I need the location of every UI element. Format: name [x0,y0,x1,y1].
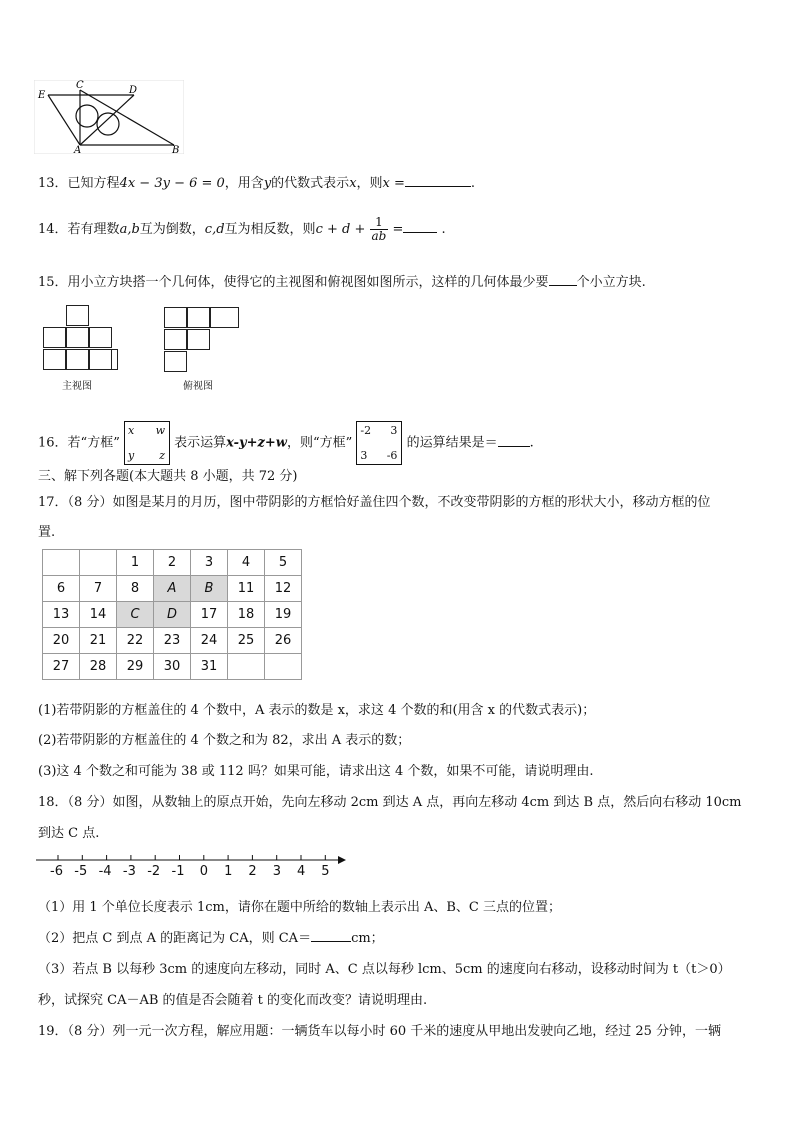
table-row: 1 2 3 4 5 [43,550,302,576]
section-heading-3: 三、解下列各题(本大题共 8 小题，共 72 分) [38,469,298,484]
operation-box-symbolic: x w y z [124,421,170,465]
tick-label: -4 [98,864,112,879]
tick-label: 3 [272,864,281,879]
tick-label: -1 [171,864,185,879]
question-18-line2: 到达 C 点. [38,826,100,841]
question-17-part2: (2)若带阴影的方框盖住的 4 个数之和为 82，求出 A 表示的数； [38,733,411,748]
question-17-line2: 置. [38,525,56,540]
tick-label: 4 [297,864,306,879]
tick-label: -3 [122,864,136,879]
shaded-cell-d: D [154,602,191,628]
caption-top-view: 俯视图 [183,381,213,392]
question-18-part2: （2）把点 C 到点 A 的距离记为 CA，则 CA＝ cm； [38,931,384,946]
tick-label: -5 [74,864,88,879]
question-17-part1: (1)若带阴影的方框盖住的 4 个数中，A 表示的数是 x，求这 4 个数的和(用含 x 的代数式表示)； [38,703,596,718]
question-19-line1: 19．（8 分）列一元一次方程，解应用题：一辆货车以每小时 60 千米的速度从甲地出发驶向乙地，经过 25 分钟，一辆 [38,1024,722,1039]
shaded-cell-b: B [191,576,228,602]
question-18-part1: （1）用 1 个单位长度表示 1cm，请你在题中所给的数轴上表示出 A、B、C 三点的位置； [38,900,561,915]
table-row: 20 21 22 23 24 25 26 [43,628,302,654]
answer-blank-13[interactable] [405,174,471,187]
shaded-cell-c: C [117,602,154,628]
question-18-part3-line1: （3）若点 B 以每秒 3cm 的速度向左移动，同时 A、C 点以每秒 lcm、5cm 的速度向右移动，设移动时间为 t（t＞0） [38,962,731,977]
caption-front-view: 主视图 [62,381,92,392]
question-17-line1: 17．（8 分）如图是某月的月历，图中带阴影的方框恰好盖住四个数，不改变带阴影的方框的形状大小，移动方框的位 [38,495,711,510]
question-17-part3: (3)这 4 个数之和可能为 38 或 112 吗？如果可能，请求出这 4 个数，如果不可能，请说明理由. [38,764,594,779]
question-18-part3-line2: 秒，试探究 CA－AB 的值是否会随着 t 的变化而改变？请说明理由. [38,993,428,1008]
geometry-figure [34,80,184,154]
label-a: A [74,145,82,154]
tick-label: 2 [248,864,257,879]
question-18-line1: 18．（8 分）如图，从数轴上的原点开始，先向左移动 2cm 到达 A 点，再向左移动 4cm 到达 B 点，然后向右移动 10cm [38,795,742,810]
label-b: B [172,145,180,154]
tick-label: 5 [321,864,330,879]
fraction-1-over-ab: $\frac{1}{ab}$ [371,215,387,243]
question-15: 15．用小立方块搭一个几何体，使得它的主视图和俯视图如图所示，这样的几何体最少要 个小立方块. [38,275,646,290]
answer-blank-16[interactable] [498,434,530,447]
table-row: 6 7 8 A B 11 12 [43,576,302,602]
operation-box-numeric: -2 3 3 -6 [356,421,402,465]
label-d: D [129,85,138,96]
label-c: C [76,80,84,91]
calendar-table [42,549,302,680]
tick-label: -2 [147,864,161,879]
answer-blank-15[interactable] [549,273,577,286]
question-16: 16．若“方框” x w y z 表示运算x-y+z+w，则“方框” -2 3 3 -6 的运算结果是＝ . [38,421,534,465]
question-13: 13．已知方程4x − 3y − 6 = 0，用含y的代数式表示x，则x = . [38,176,476,191]
table-row: 27 28 29 30 31 [43,654,302,680]
label-e: E [38,90,46,101]
answer-blank-14[interactable] [403,220,437,233]
shaded-cell-a: A [154,576,191,602]
tick-label: 0 [199,864,209,879]
tick-label: -6 [50,864,63,879]
question-14: 14．若有理数a,b互为倒数，c,d互为相反数，则c + d + $\frac{1}{ab}$ = . [38,215,446,243]
answer-blank-18[interactable] [311,929,351,942]
tick-label: 1 [224,864,233,879]
table-row: 13 14 C D 17 18 19 [43,602,302,628]
